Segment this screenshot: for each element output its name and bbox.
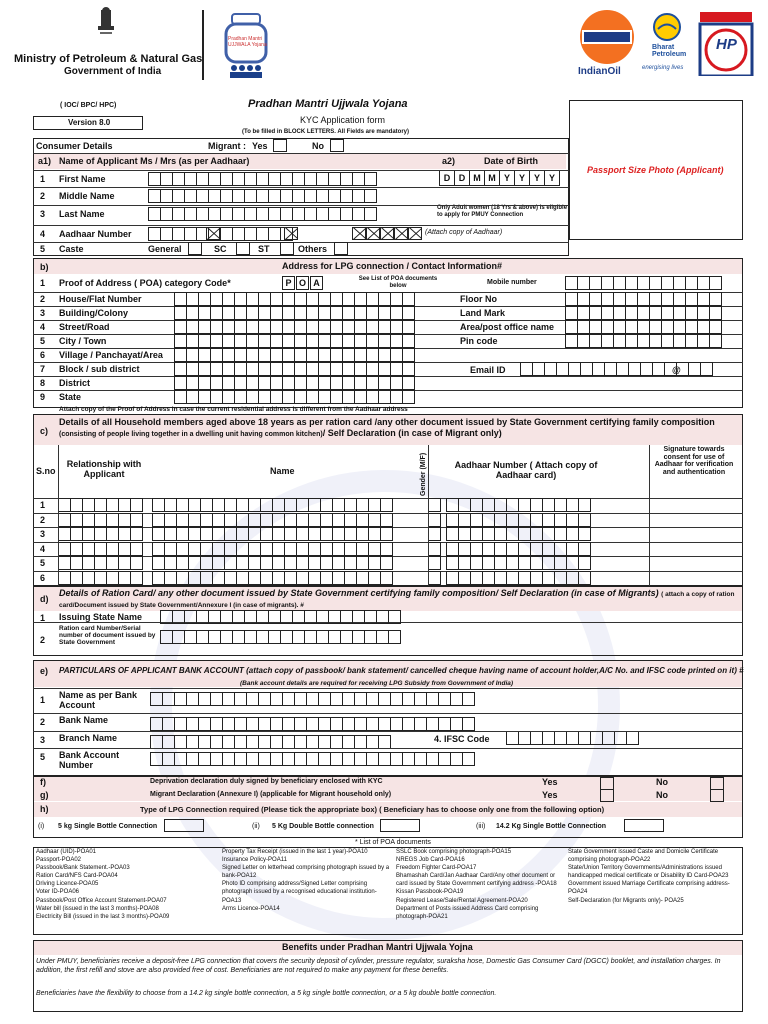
letter-box[interactable] [709, 320, 722, 334]
poa-list-item: Department of Posts issued Address Card comprising photograph-POA21 [396, 905, 539, 920]
letter-box[interactable] [388, 630, 401, 644]
address-row-boxes[interactable] [174, 348, 414, 362]
letter-box[interactable] [130, 513, 143, 527]
letter-box[interactable] [578, 513, 591, 527]
letter-box[interactable] [428, 498, 441, 512]
ration-label-2: Ration card Number/Serial number of document issued by State Government [59, 625, 156, 647]
poa-list-item: Passbook/Bank Statement.-POA03 [36, 865, 130, 872]
cross-box-icon [284, 227, 298, 240]
letter-box[interactable] [578, 498, 591, 512]
scheme-title: Pradhan Mantri Ujjwala Yojana [248, 98, 408, 110]
address-row-label: House/Flat Number [59, 294, 142, 304]
address-right-label: Area/post office name [460, 322, 555, 332]
g-yes-checkbox[interactable] [600, 789, 614, 802]
letter-box[interactable] [402, 292, 415, 306]
f-yes: Yes [542, 777, 558, 787]
consumer-row-boxes[interactable] [148, 227, 292, 241]
poa-list-item: Driving Licence-POA05 [36, 881, 99, 888]
connection-option-code: (ii) [252, 823, 260, 830]
household-row-num: 6 [40, 573, 46, 583]
row-divider [33, 187, 569, 188]
address-right-boxes[interactable] [565, 306, 721, 320]
household-relationship-boxes[interactable] [58, 498, 142, 512]
letter-box[interactable] [130, 498, 143, 512]
household-relationship-boxes[interactable] [58, 527, 142, 541]
letter-box[interactable] [428, 542, 441, 556]
caste-label: Caste [59, 244, 84, 254]
poa-list-item: SSLC Book comprising photograph-POA15 [396, 849, 512, 855]
dob-box[interactable]: Y [529, 170, 545, 186]
poa-list-item: Passport-POA02 [36, 857, 82, 864]
poa-list-heading: * List of POA documents [355, 839, 431, 846]
connection-option-checkbox[interactable] [624, 819, 664, 832]
col-divider [649, 445, 650, 586]
household-row-num: 3 [40, 529, 46, 540]
address-row-num: 3 [40, 308, 46, 318]
poa-label: Proof of Address ( POA) category Code* [59, 278, 231, 288]
row-divider [33, 170, 569, 171]
ifsc-boxes[interactable] [506, 731, 638, 745]
letter-box[interactable] [380, 513, 393, 527]
poa-list-item: Bhamashah Card/Jan Aadhaar Card/Any other document or card issued by State Government certifying address -POA18 [396, 873, 557, 888]
bank-row-num: 3 [40, 735, 46, 745]
photo-label: Passport Size Photo (Applicant) [587, 165, 724, 175]
a1-code: a1) [38, 156, 52, 166]
adult-note: Only Adult women (18 Yrs & above) is eligible to apply for PMUY Connection [437, 205, 568, 218]
address-right-boxes[interactable] [565, 292, 721, 306]
aadhaar-note: (Attach copy of Aadhaar) [425, 229, 503, 236]
household-gender-box[interactable] [428, 513, 440, 527]
household-aadhaar-boxes[interactable] [446, 542, 590, 556]
mobile-label: Mobile number [487, 279, 537, 286]
household-name-boxes[interactable] [152, 542, 392, 556]
poa-list-item: Registered Lease/Sale/Rental Agreement-POA20 [396, 897, 528, 904]
address-row-num: 6 [40, 350, 46, 360]
address-row-label: District [59, 378, 91, 388]
caste-checkbox[interactable] [280, 242, 294, 255]
letter-box[interactable] [130, 542, 143, 556]
poa-letter-box[interactable]: A [310, 276, 323, 290]
address-row-boxes[interactable] [174, 362, 414, 376]
address-row-boxes[interactable] [174, 306, 414, 320]
address-row-label: Block / sub district [59, 364, 140, 374]
col-gender: Gender (M/F) [420, 452, 427, 496]
address-row-num: 9 [40, 392, 46, 402]
caste-option: ST [258, 244, 270, 254]
caste-option: General [148, 244, 182, 254]
letter-box[interactable] [462, 717, 475, 731]
h-code: h) [40, 804, 49, 814]
indianoil-label: IndianOil [578, 66, 621, 77]
dob-box[interactable]: Y [544, 170, 560, 186]
letter-box[interactable] [578, 542, 591, 556]
caste-checkbox[interactable] [236, 242, 250, 255]
letter-box[interactable] [130, 527, 143, 541]
consumer-row-boxes[interactable] [148, 172, 376, 186]
consumer-row-num: 2 [40, 191, 46, 201]
dob-box[interactable]: M [484, 170, 500, 186]
letter-box[interactable] [578, 571, 591, 585]
household-row-num: 4 [40, 543, 46, 554]
letter-box[interactable] [364, 207, 377, 221]
col-sno: S.no [36, 466, 56, 476]
ration-heading: Details of Ration Card/ any other document issued by State Government certifying family composition/ Self Declaration (in case of Migrants) ( attach a copy of ration card/Document issued by State Government/Annexure I (in case of migrants). # [59, 588, 735, 609]
consumer-row-label: Aadhaar Number [59, 229, 132, 239]
household-name-boxes[interactable] [152, 556, 392, 570]
dob-box[interactable]: Y [499, 170, 515, 186]
consumer-row-label: First Name [59, 174, 106, 184]
household-relationship-boxes[interactable] [58, 571, 142, 585]
address-right-label: Pin code [460, 336, 498, 346]
bank-row-label: Name as per Bank Account [59, 690, 138, 710]
letter-box[interactable] [709, 306, 722, 320]
address-row-label: Building/Colony [59, 308, 128, 318]
poa-list-item: Water bill (issued in the last 3 months)-POA08 [36, 905, 159, 912]
letter-box[interactable] [380, 527, 393, 541]
bank-note: (Bank account details are required for receiving LPG Subsidy from Government of India) [240, 680, 514, 687]
household-gender-box[interactable] [428, 556, 440, 570]
email-boxes[interactable] [520, 362, 712, 376]
poa-num: 1 [40, 278, 46, 288]
letter-box[interactable] [130, 571, 143, 585]
address-code: b) [40, 262, 49, 272]
a2-code: a2) [442, 156, 456, 166]
ujjwala-logo-text: Pradhan Mantri UJJWALA Yojana [228, 36, 267, 48]
poa-list-item: Electricity Bill (issued in the last 3 months)-POA09 [36, 913, 170, 920]
hp-label: HP [716, 36, 737, 53]
cross-box-icon [408, 227, 422, 240]
bharat-tagline: energising lives [642, 65, 684, 71]
address-right-boxes[interactable] [565, 320, 721, 334]
letter-box[interactable] [402, 348, 415, 362]
f-code: f) [40, 777, 46, 787]
row-divider [33, 713, 743, 714]
household-name-boxes[interactable] [152, 571, 392, 585]
cross-box-icon [394, 227, 408, 240]
poa-list-item: State/Union Territory Governments/Administrations issued handicapped medical certificate or Disability ID Card-POA23 [568, 865, 729, 880]
letter-box[interactable] [709, 334, 722, 348]
connection-option-checkbox[interactable] [164, 819, 204, 832]
g-no: No [656, 790, 668, 800]
caste-option: SC [214, 244, 227, 254]
g-no-checkbox[interactable] [710, 789, 724, 802]
dob-box[interactable]: D [439, 170, 455, 186]
address-row-boxes[interactable] [174, 292, 414, 306]
letter-box[interactable] [130, 556, 143, 570]
letter-box[interactable] [380, 556, 393, 570]
indianoil-logo-icon [578, 8, 636, 66]
address-footnote: Attach copy of the Proof of Address in case the current residential address is different from the Aadhaar address [59, 406, 408, 413]
household-gender-box[interactable] [428, 527, 440, 541]
address-heading: Address for LPG connection / Contact Information# [282, 261, 503, 271]
poa-list-column [568, 848, 742, 905]
letter-box[interactable] [462, 692, 475, 706]
letter-box[interactable] [380, 498, 393, 512]
cross-box-icon [380, 227, 394, 240]
bank-row-num: 1 [40, 695, 46, 705]
letter-box[interactable] [364, 172, 377, 186]
connection-option-checkbox[interactable] [380, 819, 420, 832]
address-right-label: Floor No [460, 294, 497, 304]
letter-box[interactable] [428, 571, 441, 585]
bank-row-label: Bank Name [59, 715, 109, 725]
address-row-num: 4 [40, 322, 46, 332]
poa-list-item: NREGS Job Card-POA16 [396, 857, 465, 864]
household-relationship-boxes[interactable] [58, 513, 142, 527]
poa-list-item: Voter ID-POA06 [36, 889, 80, 896]
col-divider [428, 445, 429, 586]
applicant-name-label: Name of Applicant Ms / Mrs (as per Aadhaar) [59, 156, 250, 166]
ifsc-box[interactable] [626, 731, 639, 745]
letter-box[interactable] [364, 189, 377, 203]
ifsc-label: 4. IFSC Code [434, 734, 490, 744]
ration-number-boxes[interactable] [160, 630, 400, 644]
cross-box-icon [206, 227, 220, 240]
header-divider [202, 10, 204, 80]
address-row-boxes[interactable] [174, 390, 414, 404]
bank-heading: PARTICULARS OF APPLICANT BANK ACCOUNT (attach copy of passbook/ bank statement/ cancelled cheque having name of account holder,A/C No. and IFSC code printed on it) # [59, 666, 744, 675]
ration-num-1: 1 [40, 613, 46, 623]
benefits-para2: Beneficiaries have the flexibility to choose from a 14.2 kg single bottle connection, a 5 kg single bottle connection, or a 5 kg double bottle connection. [36, 990, 497, 997]
form-instruction: (To be filled in BLOCK LETTERS. All Fields are mandatory) [242, 129, 410, 135]
row-divider [33, 153, 569, 154]
household-relationship-boxes[interactable] [58, 556, 142, 570]
bank-code: e) [40, 666, 49, 676]
household-name-boxes[interactable] [152, 527, 392, 541]
benefits-para1: Under PMUY, beneficiaries receive a deposit-free LPG connection that covers the security deposit of cylinder, pressure regulator, suraksha hose, Domestic Gas Consumer Card (DGCC) booklet, and installation charges. In addition, the first refill and stove are also provided free of cost. Beneficiaries are not required to make any payment for these benefits. [36, 958, 721, 975]
connection-option-code: (i) [38, 823, 45, 830]
ration-label-1: Issuing State Name [59, 612, 143, 622]
email-at: @ [672, 365, 681, 375]
address-row-label: State [59, 392, 82, 402]
letter-box[interactable] [378, 735, 391, 749]
g-code: g) [40, 790, 49, 800]
ministry-line1: Ministry of Petroleum & Natural Gas [14, 53, 203, 65]
dob-boxes [439, 170, 559, 186]
letter-box[interactable] [388, 610, 401, 624]
poa-list-item: Freedom Fighter Card-POA17 [396, 865, 477, 872]
caste-option: Others [298, 244, 328, 254]
poa-list-item: Self-Declaration (for Migrants only)- POA25 [568, 897, 684, 904]
household-name-boxes[interactable] [152, 498, 392, 512]
poa-list-item: Arms Licence-POA14 [222, 905, 280, 912]
bank-row-boxes[interactable] [150, 752, 474, 766]
consumer-row-label: Middle Name [59, 191, 115, 201]
address-row-label: Village / Panchayat/Area [59, 350, 163, 360]
address-right-boxes[interactable] [565, 334, 721, 348]
row-divider [33, 242, 569, 243]
mobile-digit-box[interactable] [709, 276, 722, 290]
cross-box-icon [366, 227, 380, 240]
letter-box[interactable] [380, 571, 393, 585]
mobile-boxes[interactable] [565, 276, 721, 290]
address-row-label: Street/Road [59, 322, 110, 332]
poa-list-column [222, 848, 394, 913]
address-row-num: 8 [40, 378, 46, 388]
letter-box[interactable] [402, 362, 415, 376]
letter-box[interactable] [402, 306, 415, 320]
letter-box[interactable] [428, 556, 441, 570]
consumer-row-label: Last Name [59, 209, 105, 219]
col-divider [58, 445, 59, 586]
bharat-label: Bharat Petroleum [652, 44, 687, 58]
household-relationship-boxes[interactable] [58, 542, 142, 556]
caste-num: 5 [40, 244, 46, 254]
household-gender-box[interactable] [428, 571, 440, 585]
poa-list-item: Government issued Marriage Certificate comprising address-POA24 [568, 881, 730, 896]
consumer-row-num: 3 [40, 209, 46, 219]
dob-label: Date of Birth [484, 156, 538, 166]
row-divider [33, 225, 569, 226]
dob-box[interactable]: D [454, 170, 470, 186]
household-aadhaar-boxes[interactable] [446, 513, 590, 527]
letter-box[interactable] [578, 527, 591, 541]
migrant-no-checkbox[interactable] [330, 139, 344, 152]
poa-list-column [396, 848, 568, 921]
poa-list-item: Passbook/Post Office Account Statement-POA07 [36, 897, 167, 904]
household-row-num: 1 [40, 500, 46, 510]
ration-state-boxes[interactable] [160, 610, 400, 624]
ration-num-2: 2 [40, 635, 46, 645]
poa-list-item: Kissan Passbook-POA19 [396, 889, 464, 896]
row-divider [33, 205, 569, 206]
bank-row-label: Bank Account Number [59, 750, 120, 770]
address-row-boxes[interactable] [174, 376, 414, 390]
cross-box-icon [352, 227, 366, 240]
migrant-label: Migrant : [208, 141, 246, 151]
form-title: KYC Application form [300, 115, 386, 125]
f-no: No [656, 777, 668, 787]
household-gender-box[interactable] [428, 542, 440, 556]
consumer-row-boxes[interactable] [148, 207, 376, 221]
poa-list-item: Ration Card/NFS Card-POA04 [36, 873, 118, 880]
poa-list-item: Signed Letter on letterhead comprising photograph issued by a bank-POA12 [222, 865, 390, 880]
row-divider [33, 688, 743, 689]
companies-label: ( IOC/ BPC/ HPC) [60, 102, 117, 109]
bharat-petroleum-logo-icon [652, 12, 682, 42]
poa-list-item: Insurance Policy-POA11 [222, 857, 287, 864]
h-text: Type of LPG Connection required (Please tick the appropriate box) ( Beneficiary has to choose only one from the following option) [140, 805, 605, 814]
bank-row-num: 5 [40, 752, 46, 762]
col-relationship: Relationship with Applicant [66, 459, 142, 479]
household-aadhaar-boxes[interactable] [446, 527, 590, 541]
poa-list-item: State Government issued Caste and Domicile Certificate comprising photograph-POA22 [568, 849, 719, 864]
bank-row-label: Branch Name [59, 733, 118, 743]
col-name: Name [270, 466, 295, 476]
address-row-boxes[interactable] [174, 320, 414, 334]
household-aadhaar-boxes[interactable] [446, 556, 590, 570]
consumer-row-num: 1 [40, 174, 46, 184]
row-divider [33, 731, 743, 732]
consumer-row-boxes[interactable] [148, 189, 376, 203]
household-row-num: 5 [40, 558, 46, 569]
letter-box[interactable] [428, 527, 441, 541]
address-row-num: 5 [40, 336, 46, 346]
migrant-no: No [312, 141, 324, 151]
bank-row-boxes[interactable] [150, 735, 390, 749]
address-row-label: City / Town [59, 336, 107, 346]
version-label: Version 8.0 [68, 118, 111, 127]
benefits-heading: Benefits under Pradhan Mantri Ujjwala Yojna [282, 942, 473, 952]
letter-box[interactable] [578, 556, 591, 570]
dob-box[interactable]: M [469, 170, 485, 186]
household-code: c) [40, 426, 49, 436]
poa-list-item: Aadhaar (UID)-POA01 [36, 849, 97, 855]
poa-letter-box[interactable]: P [282, 276, 295, 290]
household-gender-box[interactable] [428, 498, 440, 512]
poa-see-note: See List of POA documents below [358, 276, 438, 289]
letter-box[interactable] [402, 376, 415, 390]
household-name-boxes[interactable] [152, 513, 392, 527]
col-aadhaar: Aadhaar Number ( Attach copy of Aadhaar card) [454, 460, 598, 480]
row-divider [33, 748, 743, 749]
g-text: Migrant Declaration (Annexure I) (applicable for Migrant household only) [150, 791, 392, 798]
household-aadhaar-boxes[interactable] [446, 498, 590, 512]
col-signature: Signature towards consent for use of Aadhaar for verification and authentication [654, 446, 734, 477]
household-row-num: 2 [40, 514, 46, 525]
connection-option-label: 5 Kg Double Bottle connection [272, 823, 374, 830]
migrant-yes-checkbox[interactable] [273, 139, 287, 152]
caste-checkbox[interactable] [188, 242, 202, 255]
address-row-num: 7 [40, 364, 46, 374]
ashoka-emblem-icon [92, 6, 120, 38]
letter-box[interactable] [380, 542, 393, 556]
letter-box[interactable] [428, 513, 441, 527]
connection-option-code: (iii) [476, 823, 486, 830]
migrant-yes: Yes [252, 141, 268, 151]
poa-list-item: Property Tax Receipt (issued in the last 1 year)-POA10 [222, 849, 368, 855]
ration-code: d) [40, 594, 49, 604]
household-heading: Details of all Household members aged above 18 years as per ration card /any other document issued by State Government certifying family composition (consisting of people living together in a dwelling unit having common kitchen)/ Self Declaration (in case of Migrant only) [59, 417, 715, 439]
letter-box[interactable] [462, 752, 475, 766]
f-text: Deprivation declaration duly signed by beneficiary enclosed with KYC [150, 778, 383, 785]
email-box[interactable] [700, 362, 713, 376]
address-right-label: Land Mark [460, 308, 506, 318]
letter-box[interactable] [402, 334, 415, 348]
dob-box[interactable]: Y [514, 170, 530, 186]
letter-box[interactable] [402, 390, 415, 404]
address-row-boxes[interactable] [174, 334, 414, 348]
address-row-num: 2 [40, 294, 46, 304]
consumer-row-num: 4 [40, 229, 46, 239]
email-label: Email ID [470, 365, 506, 375]
ministry-line2: Government of India [64, 66, 162, 77]
letter-box[interactable] [709, 292, 722, 306]
household-aadhaar-boxes[interactable] [446, 571, 590, 585]
connection-option-label: 5 kg Single Bottle Connection [58, 823, 158, 830]
letter-box[interactable] [402, 320, 415, 334]
bank-row-num: 2 [40, 717, 46, 727]
bank-row-boxes[interactable] [150, 692, 474, 706]
consumer-heading: Consumer Details [36, 141, 113, 151]
poa-list-column [36, 848, 208, 921]
poa-letter-box[interactable]: O [296, 276, 309, 290]
caste-checkbox[interactable] [334, 242, 348, 255]
poa-list-item: Photo ID comprising address/Signed Letter comprising photograph issued by a recognised educational institution-POA13 [222, 881, 377, 904]
connection-option-label: 14.2 Kg Single Bottle Connection [496, 823, 607, 830]
bank-row-boxes[interactable] [150, 717, 474, 731]
g-yes: Yes [542, 790, 558, 800]
